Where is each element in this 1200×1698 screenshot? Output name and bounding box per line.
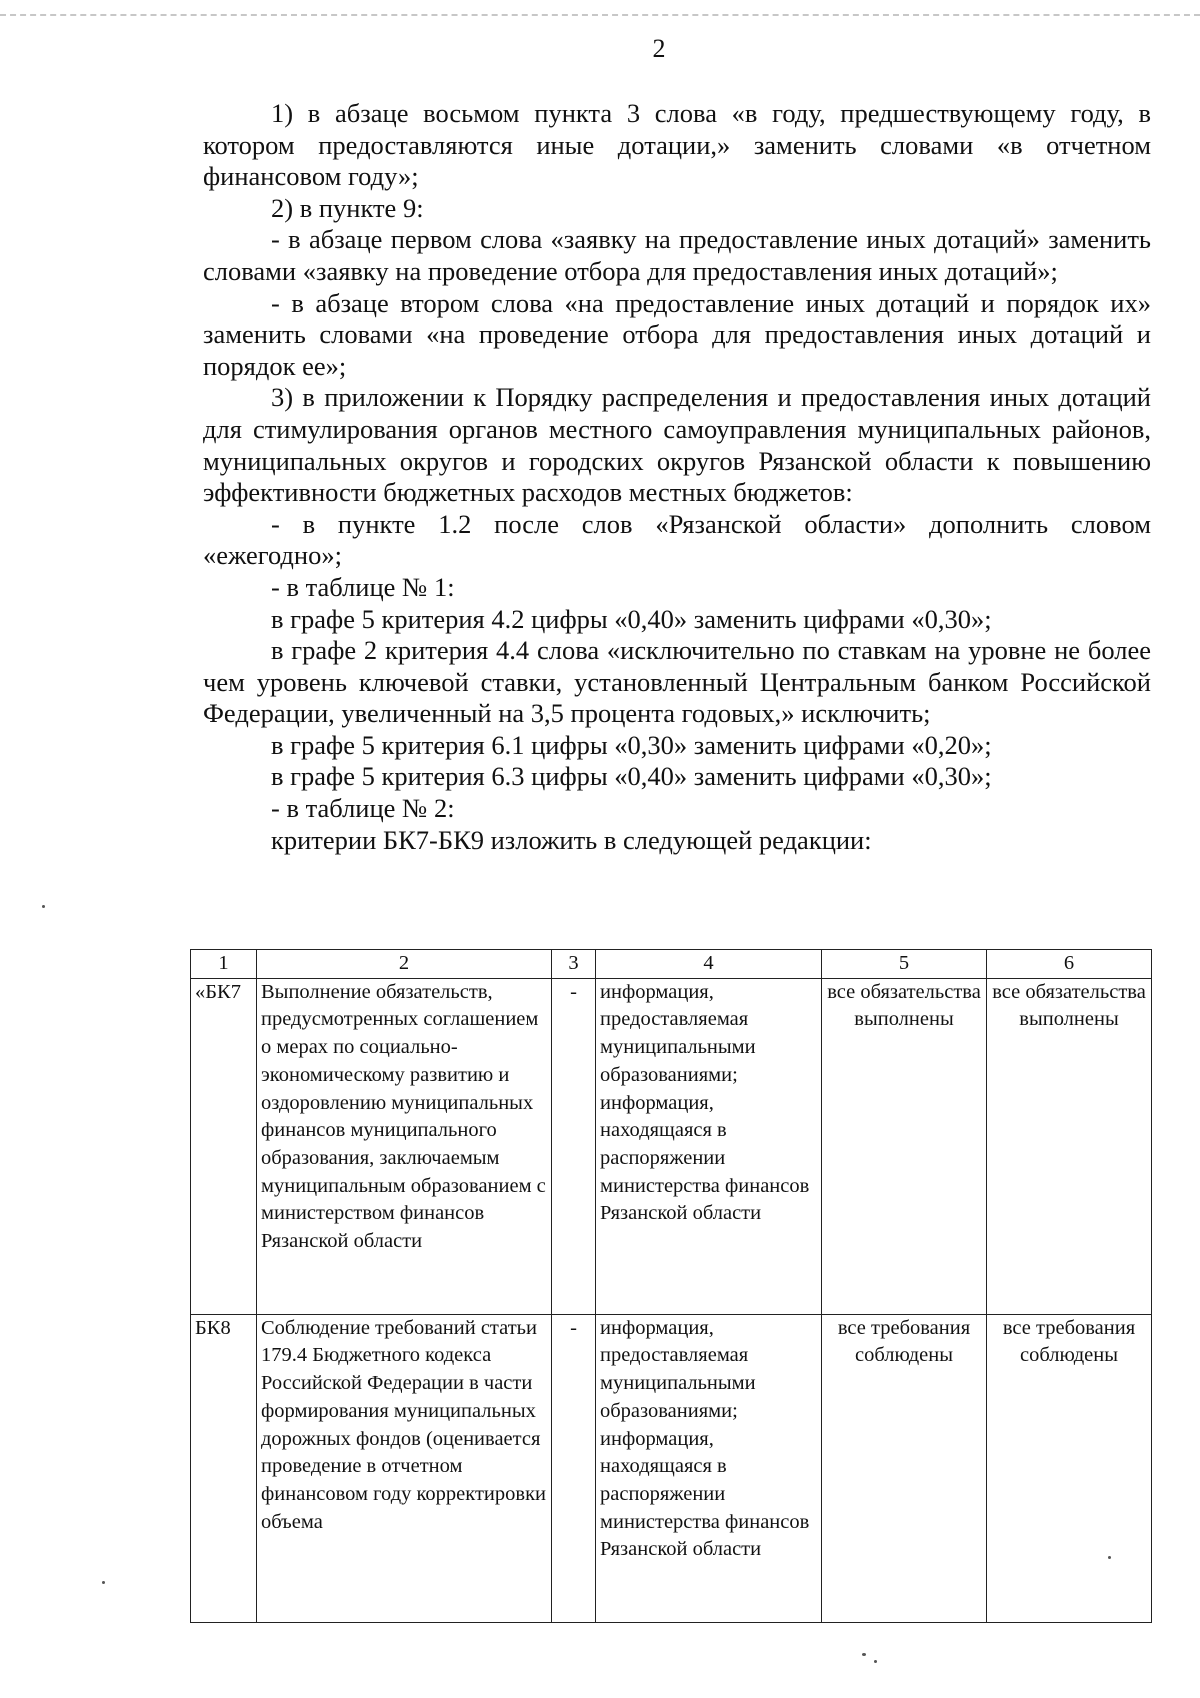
criterion-col5: все обязательства выполнены <box>822 978 987 1314</box>
scan-speck <box>1108 1556 1111 1559</box>
column-header-1: 1 <box>191 950 257 979</box>
scan-speck <box>102 1581 105 1584</box>
table-header-row <box>191 950 1152 979</box>
criterion-code: «БК7 <box>191 978 257 1314</box>
paragraph-table-1-change-6-1: в графе 5 критерия 6.1 цифры «0,30» заменить цифрами «0,20»; <box>271 729 992 760</box>
scan-speck <box>862 1653 866 1656</box>
paragraph-table-2-criteria: критерии БК7-БК9 изложить в следующей редакции: <box>271 824 872 855</box>
criterion-code: БК8 <box>191 1314 257 1622</box>
amendment-text <box>203 98 1151 856</box>
paragraph-table-2-intro: - в таблице № 2: <box>271 793 455 824</box>
criterion-description: Выполнение обязательств, предусмотренных соглашением о мерах по социально-экономическому развитию и оздоровлению муниципальных финансов муниципального образования, заключаемым муниципальным образованием с министерством финансов Рязанской области <box>257 978 552 1314</box>
scan-speck <box>874 1660 877 1663</box>
paragraph-table-1-change-4-4: в графе 2 критерия 4.4 слова «исключительно по ставкам на уровне не более чем уровень ключевой ставки, установленный Центральным банком Российской Федерации, увеличенный на 3,5 процента годовых,» исключить; <box>203 635 1151 729</box>
criteria-table <box>190 949 1152 1623</box>
criterion-source: информация, предоставляемая муниципальными образованиями; информация, находящаяся в распоряжении министерства финансов Рязанской области <box>596 978 822 1314</box>
criterion-col6: все обязательства выполнены <box>987 978 1152 1314</box>
paragraph-table-1-intro: - в таблице № 1: <box>271 571 455 602</box>
paragraph-item-3-sub-1: - в пункте 1.2 после слов «Рязанской области» дополнить словом «ежегодно»; <box>203 508 1151 571</box>
criterion-col3: - <box>552 978 596 1314</box>
column-header-6: 6 <box>987 950 1152 979</box>
criterion-source: информация, предоставляемая муниципальными образованиями; информация, находящаяся в распоряжении министерства финансов Рязанской области <box>596 1314 822 1622</box>
paragraph-item-2: 2) в пункте 9: <box>271 192 424 223</box>
column-header-4: 4 <box>596 950 822 979</box>
column-header-5: 5 <box>822 950 987 979</box>
paragraph-table-1-change-4-2: в графе 5 критерия 4.2 цифры «0,40» заменить цифрами «0,30»; <box>271 603 992 634</box>
paragraph-item-1: 1) в абзаце восьмом пункта 3 слова «в году, предшествующему году, в котором предоставляются иные дотации,» заменить словами «в отчетном финансовом году»; <box>203 98 1151 192</box>
column-header-3: 3 <box>552 950 596 979</box>
criterion-col5: все требования соблюдены <box>822 1314 987 1622</box>
scan-edge-artifact <box>0 14 1200 20</box>
column-header-2: 2 <box>257 950 552 979</box>
scan-speck <box>42 905 45 908</box>
paragraph-item-2-sub-2: - в абзаце втором слова «на предоставление иных дотаций и порядок их» заменить словами «на проведение отбора для предоставления иных дотаций и порядок ее»; <box>203 287 1151 381</box>
paragraph-item-2-sub-1: - в абзаце первом слова «заявку на предоставление иных дотаций» заменить словами «заявку на проведение отбора для предоставления иных дотаций»; <box>203 224 1151 286</box>
table-row <box>191 978 1152 1314</box>
paragraph-table-1-change-6-3: в графе 5 критерия 6.3 цифры «0,40» заменить цифрами «0,30»; <box>271 761 992 792</box>
criterion-description: Соблюдение требований статьи 179.4 Бюджетного кодекса Российской Федерации в части формирования муниципальных дорожных фондов (оценивается проведение в отчетном финансовом году корректировки объема <box>257 1314 552 1622</box>
criterion-col3: - <box>552 1314 596 1622</box>
page-number: 2 <box>652 34 666 63</box>
table-row <box>191 1314 1152 1622</box>
paragraph-item-3: 3) в приложении к Порядку распределения и предоставления иных дотаций для стимулирования органов местного самоуправления муниципальных районов, муниципальных округов и городских округов Рязанской области к повышению эффективности бюджетных расходов местных бюджетов: <box>203 382 1151 508</box>
criterion-col6: все требования соблюдены <box>987 1314 1152 1622</box>
